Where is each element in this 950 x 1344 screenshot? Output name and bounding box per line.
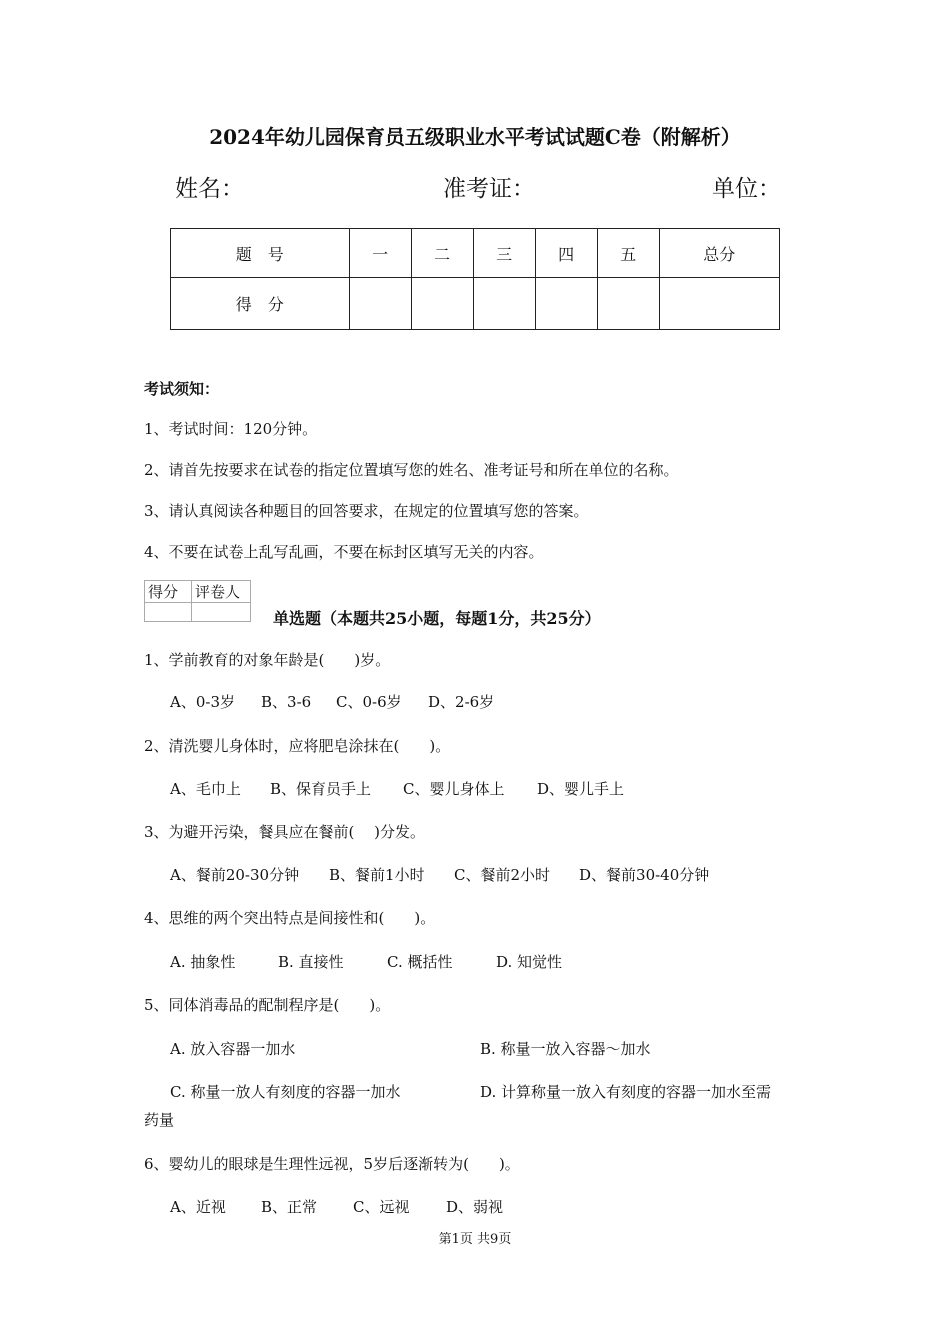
- option: A、0-3岁: [170, 693, 235, 711]
- option: B. 直接性: [278, 953, 344, 971]
- option: A、近视: [170, 1198, 226, 1216]
- question-text: 1、学前教育的对象年龄是( )岁。: [144, 651, 391, 669]
- option: C. 概括性: [387, 953, 453, 971]
- score-header-cell: 二: [411, 229, 473, 278]
- score-header-cell: 四: [535, 229, 597, 278]
- score-header-cell: 总分: [659, 229, 779, 278]
- option: C. 称量一放人有刻度的容器一加水: [170, 1083, 401, 1101]
- question-text: 2、清洗婴儿身体时，应将肥皂涂抹在( )。: [144, 737, 451, 755]
- option: D. 计算称量一放入有刻度的容器一加水至需: [480, 1083, 772, 1101]
- notice-item: 2、请首先按要求在试卷的指定位置填写您的姓名、准考证号和所在单位的名称。: [144, 461, 679, 479]
- score-table: [170, 228, 780, 330]
- exam-title: 2024年幼儿园保育员五级职业水平考试试题C卷（附解析）: [209, 125, 741, 149]
- score-cell[interactable]: [349, 278, 411, 330]
- section-title: 单选题（本题共25小题，每题1分，共25分）: [273, 609, 601, 628]
- notice-heading: 考试须知：: [144, 380, 220, 398]
- option: D、2-6岁: [428, 693, 495, 711]
- option: C、餐前2小时: [454, 866, 551, 884]
- grader-name-cell[interactable]: [192, 603, 251, 622]
- score-cell[interactable]: [473, 278, 535, 330]
- grader-score-label: 得分: [145, 581, 192, 603]
- option: A、毛巾上: [170, 780, 241, 798]
- option: B. 称量一放入容器～加水: [480, 1040, 651, 1058]
- option: A. 抽象性: [170, 953, 236, 971]
- question-text: 3、为避开污染，餐具应在餐前( )分发。: [144, 823, 426, 841]
- option-continuation: 药量: [144, 1111, 175, 1129]
- option: B、正常: [261, 1198, 318, 1216]
- page-footer: 第1页 共9页: [438, 1232, 512, 1247]
- score-header-cell: 题 号: [171, 229, 350, 278]
- notice-item: 4、不要在试卷上乱写乱画，不要在标封区填写无关的内容。: [144, 543, 544, 561]
- notice-item: 1、考试时间：120分钟。: [144, 420, 318, 438]
- option: A、餐前20-30分钟: [170, 866, 300, 884]
- option: A. 放入容器一加水: [170, 1040, 296, 1058]
- question-text: 4、思维的两个突出特点是间接性和( )。: [144, 909, 436, 927]
- grader-box: [144, 580, 251, 622]
- option: B、3-6: [261, 693, 312, 711]
- score-cell[interactable]: [411, 278, 473, 330]
- name-label: 姓名：: [175, 176, 244, 202]
- option: B、保育员手上: [270, 780, 372, 798]
- option: D、餐前30-40分钟: [579, 866, 710, 884]
- option: D. 知觉性: [496, 953, 563, 971]
- option: C、远视: [353, 1198, 410, 1216]
- score-header-cell: 三: [473, 229, 535, 278]
- score-cell[interactable]: [535, 278, 597, 330]
- option: C、0-6岁: [336, 693, 402, 711]
- option: D、弱视: [446, 1198, 504, 1216]
- grader-name-label: 评卷人: [192, 581, 251, 603]
- score-header-cell: 一: [349, 229, 411, 278]
- exam-number-label: 准考证：: [443, 176, 535, 202]
- option: D、婴儿手上: [537, 780, 625, 798]
- unit-label: 单位：: [712, 176, 781, 202]
- score-cell[interactable]: [597, 278, 659, 330]
- score-row-label: 得 分: [171, 278, 350, 330]
- grader-score-cell[interactable]: [145, 603, 192, 622]
- option: B、餐前1小时: [329, 866, 425, 884]
- question-text: 5、同体消毒品的配制程序是( )。: [144, 996, 391, 1014]
- question-text: 6、婴幼儿的眼球是生理性远视，5岁后逐渐转为( )。: [144, 1155, 520, 1173]
- notice-item: 3、请认真阅读各种题目的回答要求，在规定的位置填写您的答案。: [144, 502, 589, 520]
- option: C、婴儿身体上: [403, 780, 505, 798]
- score-header-cell: 五: [597, 229, 659, 278]
- score-cell[interactable]: [659, 278, 779, 330]
